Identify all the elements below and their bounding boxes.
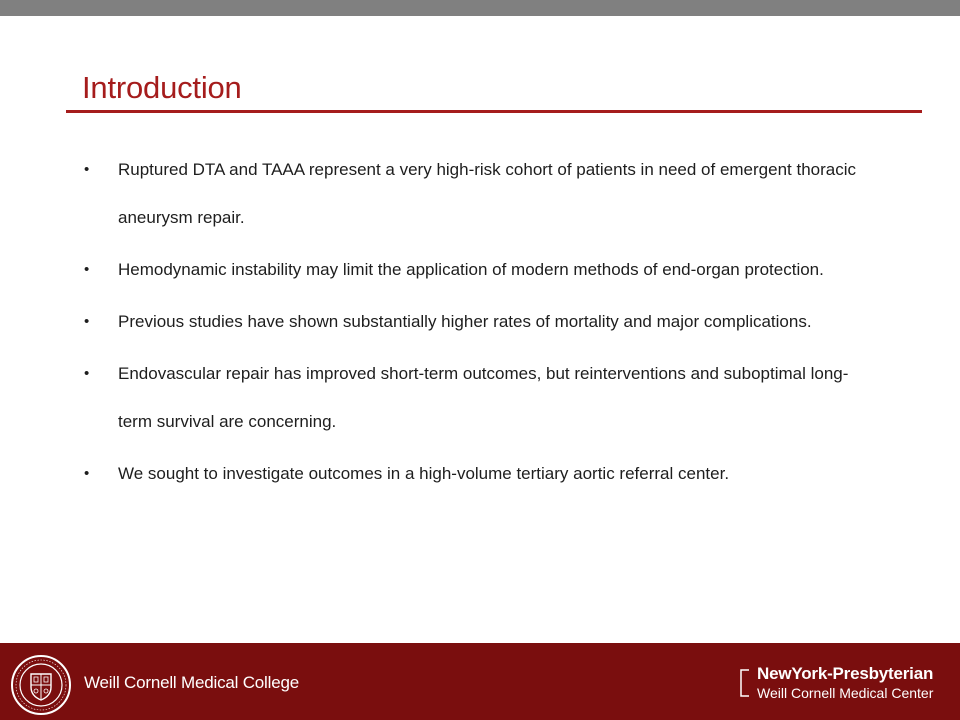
bullet-text: Ruptured DTA and TAAA represent a very high-risk cohort of patients in need of emergent thoracic aneurysm repair. xyxy=(118,160,857,227)
bullet-icon: • xyxy=(84,465,90,482)
nyp-center-name: Weill Cornell Medical Center xyxy=(757,685,934,701)
bullet-item xyxy=(82,246,882,294)
weill-cornell-college-label: Weill Cornell Medical College xyxy=(84,673,299,692)
footer-band xyxy=(0,643,960,720)
bullet-icon: • xyxy=(84,161,90,178)
cornell-seal-icon xyxy=(10,654,72,716)
bullet-text: Hemodynamic instability may limit the application of modern methods of end-organ protection. xyxy=(118,260,824,279)
bullet-icon: • xyxy=(84,261,90,278)
nyp-name: NewYork-Presbyterian xyxy=(757,664,934,683)
bullet-list xyxy=(82,146,882,502)
bullet-item xyxy=(82,450,882,498)
slide-title: Introduction xyxy=(82,70,242,105)
bullet-text: Endovascular repair has improved short-term outcomes, but reinterventions and suboptimal long-term survival are concerning. xyxy=(118,364,849,431)
bullet-icon: • xyxy=(84,313,90,330)
bullet-icon: • xyxy=(84,365,90,382)
bullet-text: We sought to investigate outcomes in a high-volume tertiary aortic referral center. xyxy=(118,464,730,483)
bullet-text: Previous studies have shown substantially higher rates of mortality and major complications. xyxy=(118,312,812,331)
bullet-item xyxy=(82,298,882,346)
top-bar xyxy=(0,0,960,16)
nyp-logo xyxy=(740,661,950,711)
bullet-item xyxy=(82,350,882,446)
title-divider xyxy=(66,110,922,113)
nyp-bracket-icon xyxy=(740,669,750,697)
bullet-item xyxy=(82,146,882,242)
